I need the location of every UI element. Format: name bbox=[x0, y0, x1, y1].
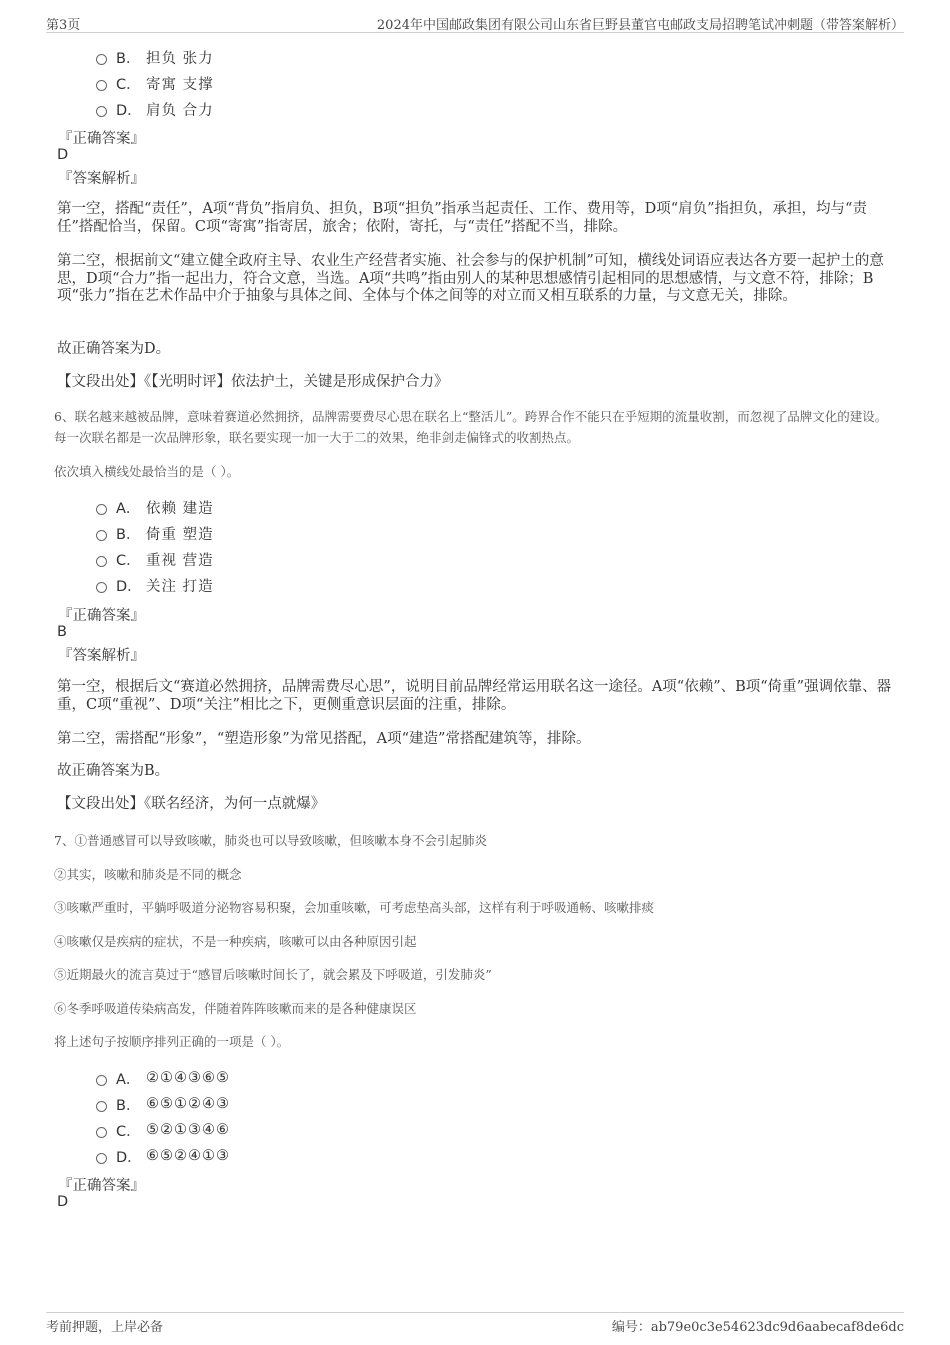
q5-analysis-paragraph-3: 故正确答案为D。 bbox=[57, 341, 171, 357]
q6-analysis-paragraph-3: 故正确答案为B。 bbox=[57, 763, 170, 779]
q6-analysis-paragraph-1: 第一空，根据后文“赛道必然拥挤，品牌需费尽心思”，说明目前品牌经常运用联名这一途径。A项“依赖”、B项“倚重”强调依靠、器重，C项“重视”、D项“关注”相比之下，更侧重意识层面的注重，排除。 bbox=[57, 679, 892, 713]
radio-icon[interactable] bbox=[96, 1101, 107, 1112]
q7-answer: D bbox=[57, 1194, 69, 1210]
radio-icon[interactable] bbox=[96, 1075, 107, 1086]
q6-option-a[interactable]: A． 依赖 建造 bbox=[96, 497, 214, 517]
q7-option-d[interactable]: D． ⑥⑤②④①③ bbox=[96, 1146, 230, 1166]
page-footer bbox=[46, 1312, 904, 1335]
q7-option-a[interactable]: A． ②①④③⑥⑤ bbox=[96, 1068, 230, 1088]
q5-analysis-paragraph-1: 第一空，搭配“责任”，A项“背负”指肩负、担负，B项“担负”指承当起责任、工作、费用等，D项“肩负”指担负，承担，均与“责任”搭配恰当，保留。C项“寄寓”指寄居，旅舍；依附，寄托，与“责任”搭配不当，排除。 bbox=[57, 201, 867, 235]
radio-icon[interactable] bbox=[96, 582, 107, 593]
radio-icon[interactable] bbox=[96, 1127, 107, 1138]
footer-slogan: 考前押题，上岸必备 bbox=[46, 1320, 164, 1335]
q7-answer-label: 『正确答案』 bbox=[58, 1178, 145, 1194]
q6-source: 【文段出处】《联名经济，为何一点就爆》 bbox=[57, 796, 326, 812]
q7-line-3: ③咳嗽严重时，平躺呼吸道分泌物容易积聚，会加重咳嗽，可考虑垫高头部，这样有利于呼吸通畅、咳嗽排痰 bbox=[54, 900, 655, 915]
q5-source: 【文段出处】《【光明时评】依法护土，关键是形成保护合力》 bbox=[57, 374, 449, 390]
page-header bbox=[46, 14, 904, 33]
q5-option-d[interactable]: D． 肩负 合力 bbox=[96, 99, 214, 119]
q5-option-c[interactable]: C． 寄寓 支撑 bbox=[96, 73, 214, 93]
q6-analysis-label: 『答案解析』 bbox=[58, 648, 145, 664]
footer-doc-id: 编号：ab79e0c3e54623dc9d6aabecaf8de6dc bbox=[611, 1320, 904, 1335]
radio-icon[interactable] bbox=[96, 54, 107, 65]
q5-answer-label: 『正确答案』 bbox=[58, 131, 145, 147]
q7-option-b[interactable]: B． ⑥⑤①②④③ bbox=[96, 1094, 230, 1114]
document-title: 2024年中国邮政集团有限公司山东省巨野县董官屯邮政支局招聘笔试冲刺题（带答案解析） bbox=[376, 18, 904, 33]
radio-icon[interactable] bbox=[96, 530, 107, 541]
radio-icon[interactable] bbox=[96, 504, 107, 515]
q6-answer: B bbox=[57, 624, 67, 640]
radio-icon[interactable] bbox=[96, 80, 107, 91]
q7-line-4: ④咳嗽仅是疾病的症状，不是一种疾病，咳嗽可以由各种原因引起 bbox=[54, 934, 417, 949]
q7-line-2: ②其实，咳嗽和肺炎是不同的概念 bbox=[54, 867, 242, 882]
q6-prompt: 依次填入横线处最恰当的是（ ）。 bbox=[54, 464, 240, 479]
q7-line-1: 7、①普通感冒可以导致咳嗽，肺炎也可以导致咳嗽，但咳嗽本身不会引起肺炎 bbox=[54, 833, 487, 848]
q5-answer: D bbox=[57, 147, 69, 163]
q7-option-c[interactable]: C． ⑤②①③④⑥ bbox=[96, 1120, 230, 1140]
q6-answer-label: 『正确答案』 bbox=[58, 608, 145, 624]
q5-analysis-paragraph-2: 第二空，根据前文“建立健全政府主导、农业生产经营者实施、社会参与的保护机制”可知，横线处词语应表达各方要一起护土的意思，D项“合力”指一起出力，符合文意，当选。A项“共鸣”指由别人的某种思想感情引起相同的思想感情，与文意不符，排除；B项“张力”指在艺术作品中介于抽象与具体之间、全体与个体之间等的对立而又相互联系的力量，与文意无关，排除。 bbox=[57, 253, 884, 304]
q7-line-6: ⑥冬季呼吸道传染病高发，伴随着阵阵咳嗽而来的是各种健康误区 bbox=[54, 1001, 417, 1016]
q6-option-d[interactable]: D． 关注 打造 bbox=[96, 575, 214, 595]
q6-option-c[interactable]: C． 重视 营造 bbox=[96, 549, 214, 569]
q6-stem: 6、联名越来越被品牌，意味着赛道必然拥挤，品牌需要费尽心思在联名上“整活儿”。跨界合作不能只在乎短期的流量收割，而忽视了品牌文化的建设。每一次联名都是一次品牌形象，联名要实现一加一大于二的效果，绝非剑走偏锋式的收割热点。 bbox=[54, 409, 888, 445]
q7-prompt: 将上述句子按顺序排列正确的一项是（ ）。 bbox=[54, 1034, 290, 1049]
q7-line-5: ⑤近期最火的流言莫过于“感冒后咳嗽时间长了，就会累及下呼吸道，引发肺炎” bbox=[54, 967, 492, 982]
radio-icon[interactable] bbox=[96, 556, 107, 567]
q5-option-b[interactable]: B． 担负 张力 bbox=[96, 47, 214, 67]
radio-icon[interactable] bbox=[96, 1153, 107, 1164]
q6-analysis-paragraph-2: 第二空，需搭配“形象”，“塑造形象”为常见搭配，A项“建造”常搭配建筑等，排除。 bbox=[57, 731, 591, 747]
q6-option-b[interactable]: B． 倚重 塑造 bbox=[96, 523, 214, 543]
q5-analysis-label: 『答案解析』 bbox=[58, 171, 145, 187]
page-number: 第3页 bbox=[46, 18, 81, 33]
radio-icon[interactable] bbox=[96, 106, 107, 117]
